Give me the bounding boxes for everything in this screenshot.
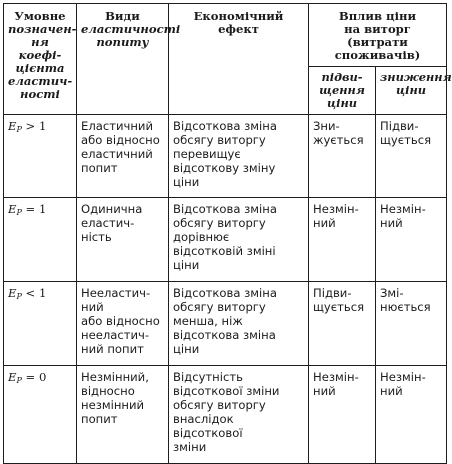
condition-cell [4,366,77,464]
ep-relation: > 1 [21,119,47,133]
effect-cell: Відсутність відсоткової зміни обсягу виторгу внаслідок відсоткової зміни [169,366,309,464]
header-conditions [4,4,77,115]
kind-cell: Еластичний або відносно еластичний попит [77,115,169,198]
effect-cell: Відсоткова зміна обсягу виторгу дорівнює відсотковій зміні ціни [169,198,309,282]
decrease-cell: Незмін- ний [376,366,447,464]
ep-subscript: P [16,376,22,385]
effect-cell: Відсоткова зміна обсягу виторгу менша, ніж відсоткова зміна ціни [169,282,309,366]
header-effect: Економічний ефект [169,4,309,115]
elasticity-table [3,3,452,464]
table-row [4,282,447,366]
ep-letter: E [8,202,17,216]
header-kinds-italic: еластичності попиту [81,22,181,49]
header-kinds-bold: Види [105,9,140,23]
table-row [4,115,447,198]
header-influence: Вплив ціни на виторг (витрати споживачів) [309,4,447,67]
increase-cell: Незмін- ний [309,366,376,464]
ep-subscript: P [16,125,22,134]
header-conditions-plain: Умовне [14,9,66,23]
ep-relation: = 1 [21,202,47,216]
ep-subscript: P [16,292,22,301]
increase-cell: Незмін- ний [309,198,376,282]
table-row [4,366,447,464]
increase-cell: Підви- щується [309,282,376,366]
ep-relation: = 0 [21,370,47,384]
condition-cell [4,115,77,198]
ep-letter: E [8,286,17,300]
ep-letter: E [8,370,17,384]
header-increase: підви- щення ціни [309,67,376,115]
effect-cell: Відсоткова зміна обсягу виторгу перевищує відсоткову зміну ціни [169,115,309,198]
increase-cell: Зни- жується [309,115,376,198]
condition-cell [4,198,77,282]
kind-cell: Одинична еластич- ність [77,198,169,282]
ep-letter: E [8,119,17,133]
condition-cell [4,282,77,366]
decrease-cell: Незмін- ний [376,198,447,282]
table-row [4,198,447,282]
kind-cell: Нееластич- ний або відносно нееластич- ний попит [77,282,169,366]
header-kinds [77,4,181,115]
ep-subscript: P [16,208,22,217]
header-row [4,4,447,67]
header-conditions-italic: позначен- ня коефі- цієнта еластич- ності [8,22,77,101]
ep-relation: < 1 [21,286,47,300]
header-decrease: зниження ціни [376,67,447,115]
decrease-cell: Підви- щується [376,115,447,198]
decrease-cell: Змі- нюється [376,282,447,366]
kind-cell: Незмінний, відносно незмінний попит [77,366,169,464]
